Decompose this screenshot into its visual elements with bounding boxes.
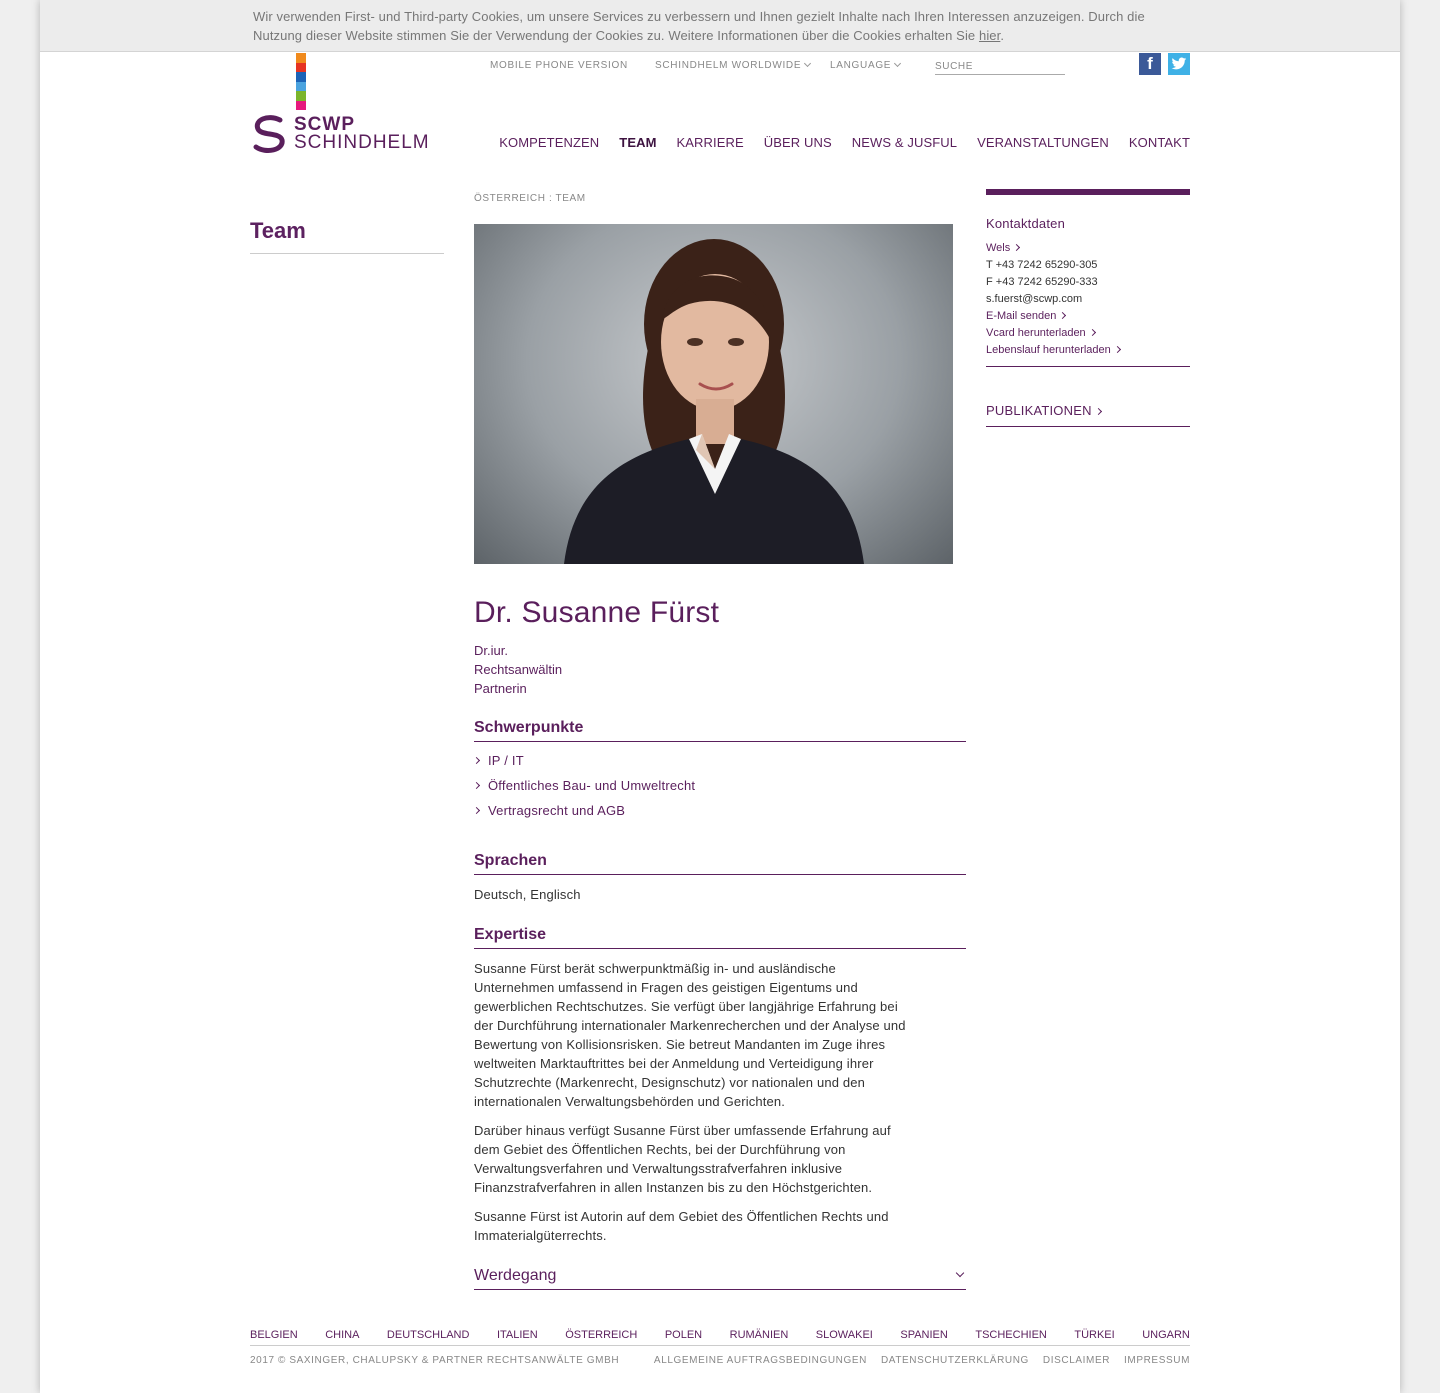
country-slowakei[interactable]: SLOWAKEI xyxy=(815,1329,873,1341)
country-tschechien[interactable]: TSCHECHIEN xyxy=(975,1329,1047,1341)
logo-wordmark xyxy=(294,116,430,152)
vcard-label: Vcard herunterladen xyxy=(986,327,1086,339)
worldwide-label: SCHINDHELM WORLDWIDE xyxy=(655,60,802,71)
cookie-end: . xyxy=(1000,28,1005,43)
main-nav xyxy=(499,135,1190,150)
nav-veranstaltungen[interactable]: VERANSTALTUNGEN xyxy=(977,135,1109,150)
chevron-right-icon xyxy=(1059,312,1066,319)
nav-kontakt[interactable]: KONTAKT xyxy=(1128,135,1190,150)
profile-title-degree: Dr.iur. xyxy=(474,643,508,658)
profile-titles xyxy=(474,641,562,698)
contact-box xyxy=(986,189,1190,367)
office-link[interactable] xyxy=(986,240,1190,257)
chevron-right-icon xyxy=(473,782,480,789)
language-dropdown[interactable] xyxy=(830,60,900,71)
expertise-paragraph: Susanne Fürst ist Autorin auf dem Gebiet des Öffentlichen Rechts und Immaterialgüterrechts. xyxy=(474,1209,889,1243)
chevron-right-icon xyxy=(473,757,480,764)
focus-heading: Schwerpunkte xyxy=(474,719,966,742)
expertise-paragraph: Darüber hinaus verfügt Susanne Fürst über umfassende Erfahrung auf dem Gebiet des Öffentlichen Rechts, bei der Durchführung von Verwaltungsverfahren und Verwaltungsstrafverfahren inklusive Finanzstrafverfahren in allen Instanzen bis zu den Höchstgerichten. xyxy=(474,1123,891,1195)
country-rumaenien[interactable]: RUMÄNIEN xyxy=(729,1329,789,1341)
contact-heading: Kontaktdaten xyxy=(986,216,1066,231)
breadcrumb: ÖSTERREICH : TEAM xyxy=(474,193,586,204)
country-polen[interactable]: POLEN xyxy=(664,1329,703,1341)
logo[interactable] xyxy=(250,114,430,154)
mobile-version-link[interactable]: MOBILE PHONE VERSION xyxy=(490,60,628,71)
logo-stripe-orange xyxy=(296,53,306,63)
logo-s-mark xyxy=(250,114,290,154)
phone-number: T +43 7242 65290-305 xyxy=(986,259,1098,271)
send-email-link[interactable] xyxy=(986,308,1190,325)
footer-link-imprint[interactable]: IMPRESSUM xyxy=(1124,1355,1190,1366)
email-address: s.fuerst@scwp.com xyxy=(986,293,1083,305)
profile-photo xyxy=(474,224,953,564)
page xyxy=(40,0,1400,1393)
chevron-down-icon xyxy=(956,1269,964,1277)
facebook-icon[interactable]: f xyxy=(1139,53,1161,75)
cookie-banner xyxy=(40,0,1400,52)
office-label: Wels xyxy=(986,242,1011,254)
footer-links xyxy=(654,1355,1190,1366)
focus-item-label: Öffentliches Bau- und Umweltrecht xyxy=(488,778,696,793)
profile-name: Dr. Susanne Fürst xyxy=(474,596,720,629)
logo-stripe-blue xyxy=(296,72,306,82)
expertise-paragraph: Susanne Fürst berät schwerpunktmäßig in- und ausländische Unternehmen umfassend in Fragen des geistigen Eigentums und gewerblichen Rechtschutzes. Sie verfügt über langjährige Erfahrung bei der Durchführung internationaler Markenrecherchen und der Analyse und Bewertung von Kollisionsrisken. Sie betreut Mandanten im Zuge ihres weltweiten Marktauftrittes bei der Anmeldung und Verteidigung ihrer Schutzrechte (Markenrecht, Designschutz) vor nationalen und den internationalen Verwaltungsbehörden und Gerichten. xyxy=(474,961,906,1109)
nav-ueber-uns[interactable]: ÜBER UNS xyxy=(763,135,832,150)
country-belgien[interactable]: BELGIEN xyxy=(250,1329,298,1341)
nav-team[interactable]: TEAM xyxy=(619,135,657,150)
twitter-icon[interactable] xyxy=(1168,53,1190,75)
send-email-label: E-Mail senden xyxy=(986,310,1057,322)
logo-line2: SCHINDHELM xyxy=(294,132,430,153)
country-ungarn[interactable]: UNGARN xyxy=(1142,1329,1190,1341)
country-china[interactable]: CHINA xyxy=(325,1329,360,1341)
twitter-bird-icon xyxy=(1171,57,1187,71)
country-tuerkei[interactable]: TÜRKEI xyxy=(1074,1329,1115,1341)
copyright: 2017 © SAXINGER, CHALUPSKY & PARTNER RECHTSANWÄLTE GMBH xyxy=(250,1355,620,1366)
cookie-text xyxy=(253,7,1193,45)
chevron-right-icon xyxy=(1089,329,1096,336)
vcard-download-link[interactable] xyxy=(986,325,1190,342)
publications-link[interactable] xyxy=(986,403,1190,427)
worldwide-dropdown[interactable] xyxy=(655,60,810,71)
country-nav xyxy=(250,1329,1190,1346)
language-label: LANGUAGE xyxy=(830,60,892,71)
cookie-info-link[interactable]: hier xyxy=(978,28,1001,43)
country-italien[interactable]: ITALIEN xyxy=(496,1329,538,1341)
logo-stripe-lightblue xyxy=(296,82,306,92)
profile-title-position: Partnerin xyxy=(474,681,527,696)
list-item[interactable] xyxy=(474,802,695,827)
cv-label: Lebenslauf herunterladen xyxy=(986,344,1111,356)
country-spanien[interactable]: SPANIEN xyxy=(900,1329,948,1341)
contact-divider xyxy=(986,366,1190,367)
cv-download-link[interactable] xyxy=(986,342,1190,359)
cookie-message: Wir verwenden First- und Third-party Cookies, um unsere Services zu verbessern und Ihnen gezielt Inhalte nach Ihren Interessen anzuzeigen. Durch die Nutzung dieser Website stimmen Sie der Verwendung der Cookies zu. Weitere Informationen über die Cookies erhalten Sie xyxy=(253,9,1145,43)
footer-link-privacy[interactable]: DATENSCHUTZERKLÄRUNG xyxy=(880,1355,1029,1366)
focus-item-label: Vertragsrecht und AGB xyxy=(488,803,626,818)
chevron-right-icon xyxy=(473,807,480,814)
expertise-heading: Expertise xyxy=(474,926,966,949)
languages-heading: Sprachen xyxy=(474,852,966,875)
languages-text: Deutsch, Englisch xyxy=(474,887,581,902)
nav-karriere[interactable]: KARRIERE xyxy=(676,135,744,150)
career-accordion[interactable] xyxy=(474,1267,966,1290)
profile-title-role: Rechtsanwältin xyxy=(474,662,563,677)
logo-line1: SCWP xyxy=(294,114,355,135)
contact-top-bar xyxy=(986,189,1190,195)
publications-label: PUBLIKATIONEN xyxy=(986,403,1092,418)
chevron-right-icon xyxy=(1114,346,1121,353)
fax-number: F +43 7242 65290-333 xyxy=(986,276,1098,288)
list-item[interactable] xyxy=(474,777,695,802)
chevron-right-icon xyxy=(1013,244,1020,251)
chevron-down-icon xyxy=(894,60,901,67)
nav-kompetenzen[interactable]: KOMPETENZEN xyxy=(499,135,600,150)
focus-list xyxy=(474,752,695,827)
chevron-down-icon xyxy=(804,60,811,67)
logo-stripe-red xyxy=(296,63,306,73)
country-deutschland[interactable]: DEUTSCHLAND xyxy=(386,1329,470,1341)
search-input[interactable] xyxy=(935,58,1065,75)
logo-stripe-green xyxy=(296,91,306,101)
career-heading: Werdegang xyxy=(474,1267,557,1284)
chevron-right-icon xyxy=(1095,408,1102,415)
sidebar-title: Team xyxy=(250,218,444,254)
logo-stripe-pink xyxy=(296,101,306,111)
focus-item-label: IP / IT xyxy=(488,753,524,768)
portrait-illustration xyxy=(474,224,953,564)
country-oesterreich[interactable]: ÖSTERREICH xyxy=(565,1329,638,1341)
logo-color-bar xyxy=(296,53,306,110)
footer-link-disclaimer[interactable]: DISCLAIMER xyxy=(1042,1355,1111,1366)
list-item[interactable] xyxy=(474,752,695,777)
nav-news-jusful[interactable]: NEWS & JUSFUL xyxy=(851,135,958,150)
footer-link-terms[interactable]: ALLGEMEINE AUFTRAGSBEDINGUNGEN xyxy=(653,1355,867,1366)
